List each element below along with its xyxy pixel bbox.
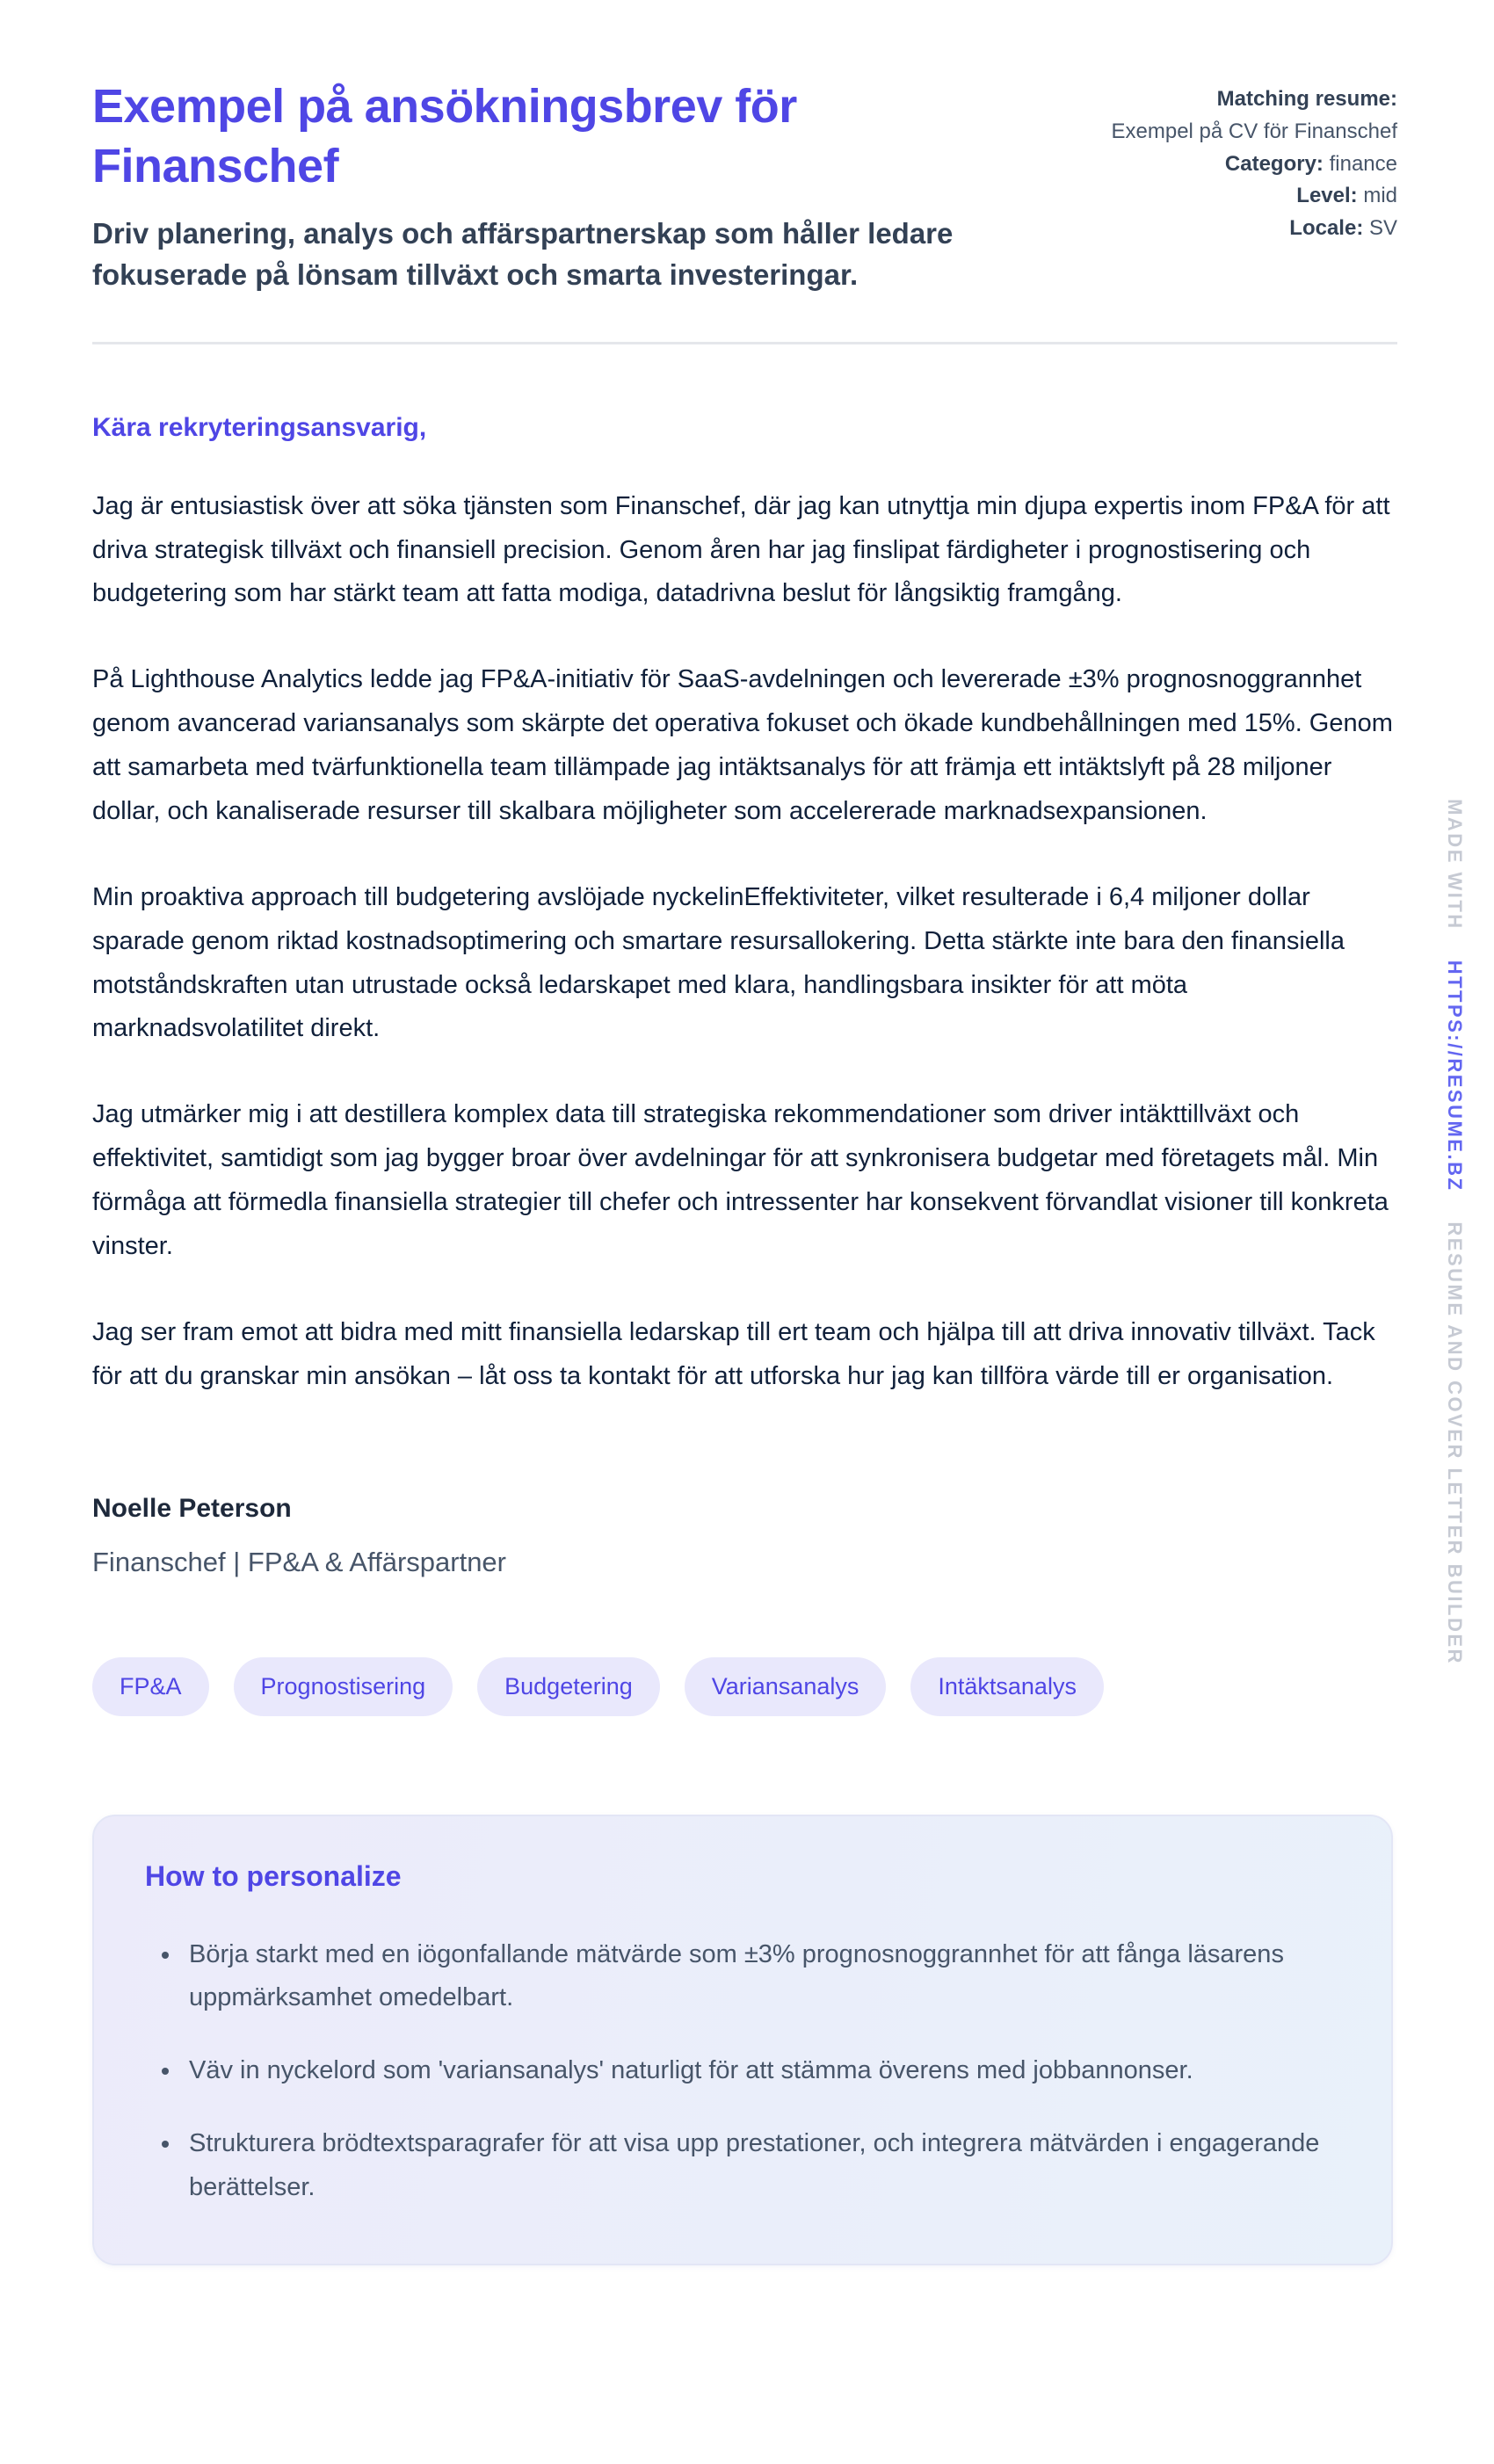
meta-matching-label xyxy=(1107,84,1397,115)
locale-label: Locale: xyxy=(1289,216,1364,241)
matching-resume-label: Matching resume: xyxy=(1216,87,1397,111)
watermark-tagline: RESUME AND COVER LETTER BUILDER xyxy=(1444,1221,1466,1665)
skill-tags xyxy=(92,1657,1397,1716)
category-value: finance xyxy=(1329,151,1397,176)
signature-block xyxy=(92,1494,1397,1578)
meta-level xyxy=(1107,181,1397,212)
watermark-url: HTTPS://RESUME.BZ xyxy=(1444,960,1466,1192)
header xyxy=(92,77,1397,296)
signature-name: Noelle Peterson xyxy=(92,1493,292,1523)
letter-paragraph: På Lighthouse Analytics ledde jag FP&A-initiativ för SaaS-avdelningen och levererade ±3% prognosnoggrannhet genom avancerad variansanalys som skärpte det operativa fokuset och ökade kundbehållningen med 15%. Genom att samarbeta med tvärfunktionella team tillämpade jag intäktsanalys för att främja ett intäktslyft på 28 miljoner dollar, och kanaliserade resurser till skalbara möjligheter som accelererade marknadsexpansionen. xyxy=(92,665,1393,825)
letter-paragraph: Jag är entusiastisk över att söka tjänsten som Finanschef, där jag kan utnyttja min djupa expertis inom FP&A för att driva strategisk tillväxt och finansiell precision. Genom åren har jag finslipat färdigheter i prognostisering och budgetering som har stärkt team att fatta modiga, datadrivna beslut för långsiktig framgång. xyxy=(92,491,1390,608)
personalize-title: How to personalize xyxy=(145,1859,402,1892)
header-divider xyxy=(92,342,1397,344)
level-label: Level: xyxy=(1296,184,1358,208)
skill-tag: Prognostisering xyxy=(234,1657,453,1716)
category-label: Category: xyxy=(1224,151,1324,176)
skill-tag: FP&A xyxy=(92,1657,209,1716)
letter-body xyxy=(92,413,1397,1399)
locale-value: SV xyxy=(1368,216,1397,241)
page-subtitle: Driv planering, analys och affärspartnerskap som håller ledare fokuserade på lönsam tillväxt och smarta investeringar. xyxy=(92,217,954,291)
made-with-watermark-link[interactable] xyxy=(1443,799,1466,1665)
personalize-bullet: • Väv in nyckelord som 'variansanalys' naturligt för att stämma överens med jobbannonser. xyxy=(182,2049,1338,2092)
skill-tag: Budgetering xyxy=(477,1657,660,1716)
personalize-bullet: • Börja starkt med en iögonfallande mätvärde som ±3% prognosnoggrannhet för att fånga läsarens uppmärksamhet omedelbart. xyxy=(182,1933,1338,2020)
watermark-made-with: MADE WITH xyxy=(1444,799,1466,931)
personalize-bullet: • Strukturera brödtextsparagrafer för att visa upp prestationer, och integrera mätvärden i engagerande berättelser. xyxy=(182,2122,1338,2209)
matching-resume-meta xyxy=(1107,77,1397,246)
letter-paragraph: Jag utmärker mig i att destillera komplex data till strategiska rekommendationer som driver intäkttillväxt och effektivitet, samtidigt som jag bygger broar över avdelningar för att synkronisera budgetar med företagets mål. Min förmåga att förmedla finansiella strategier till chefer och intressenter har konsekvent förvandlat visioner till konkreta vinster. xyxy=(92,1100,1389,1260)
meta-category xyxy=(1107,149,1397,180)
personalize-list xyxy=(145,1933,1338,2209)
letter-paragraph: Min proaktiva approach till budgetering avslöjade nyckelinEffektiviteter, vilket resulterade i 6,4 miljoner dollar sparade genom riktad kostnadsoptimering och smartare resursallokering. Detta stärkte inte bara den finansiella motståndskraften utan utrustade också ledarskapet med klara, handlingsbara insikter för att möta marknadsvolatilitet direkt. xyxy=(92,882,1345,1043)
title-block xyxy=(92,77,1041,296)
page-title: Exempel på ansökningsbrev för Finanschef xyxy=(92,80,797,192)
meta-locale xyxy=(1107,214,1397,244)
personalize-callout xyxy=(92,1815,1393,2265)
level-value: mid xyxy=(1363,184,1397,208)
matching-resume-value: Exempel på CV för Finanschef xyxy=(1111,119,1397,143)
letter-paragraph: Jag ser fram emot att bidra med mitt finansiella ledarskap till ert team och hjälpa till att driva innovativ tillväxt. Tack för att du granskar min ansökan – låt oss ta kontakt för att utforska hur jag kan tillföra värde till er organisation. xyxy=(92,1317,1375,1390)
letter-greeting: Kära rekryteringsansvarig, xyxy=(92,412,427,442)
signature-role: Finanschef | FP&A & Affärspartner xyxy=(92,1546,506,1577)
skill-tag: Intäktsanalys xyxy=(910,1657,1104,1716)
skill-tag: Variansanalys xyxy=(685,1657,887,1716)
